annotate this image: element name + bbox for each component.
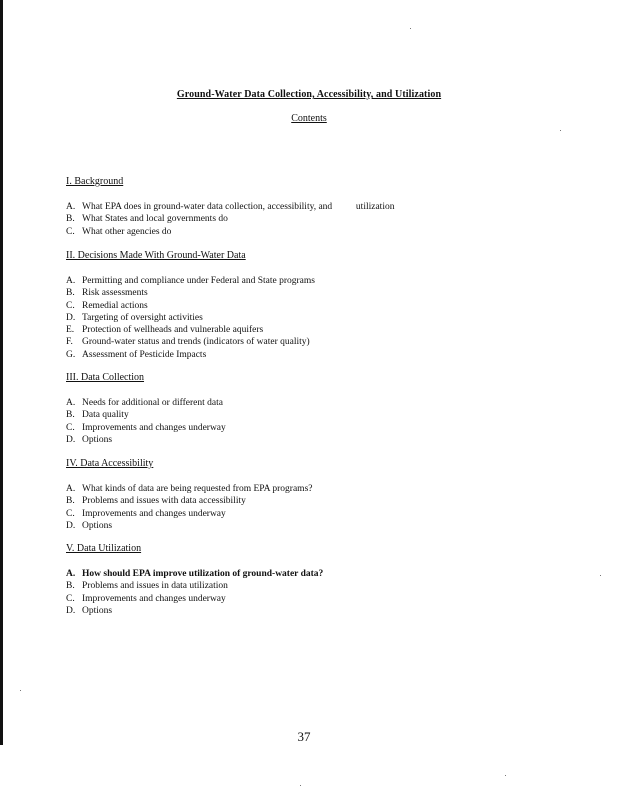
item-text: Data quality bbox=[82, 410, 129, 421]
list-item bbox=[66, 495, 486, 507]
scan-speck bbox=[20, 690, 21, 691]
section-heading: IV. Data Accessibility bbox=[66, 458, 154, 469]
scan-speck bbox=[560, 130, 561, 131]
item-text: Ground-water status and trends (indicators of water quality) bbox=[82, 337, 310, 348]
list-item bbox=[66, 593, 486, 605]
list-item bbox=[66, 226, 486, 238]
list-item bbox=[66, 434, 486, 446]
item-letter: A. bbox=[66, 276, 76, 286]
item-letter: B. bbox=[66, 496, 75, 507]
item-text: Risk assessments bbox=[82, 288, 148, 299]
item-text: Protection of wellheads and vulnerable aquifers bbox=[82, 325, 264, 336]
item-text: What kinds of data are being requested from EPA programs? bbox=[82, 484, 313, 494]
item-text: What other agencies do bbox=[82, 226, 172, 237]
item-letter: C. bbox=[66, 300, 75, 311]
item-letter: B. bbox=[66, 410, 75, 421]
item-text: What EPA does in ground-water data collection, accessibility, and utilization bbox=[82, 202, 395, 212]
item-letter: C. bbox=[66, 226, 75, 237]
item-letter: A. bbox=[66, 569, 76, 579]
scan-speck bbox=[600, 575, 601, 576]
list-item bbox=[66, 300, 486, 312]
item-text: What States and local governments do bbox=[82, 214, 228, 225]
section-heading: V. Data Utilization bbox=[66, 543, 142, 554]
section-data-collection bbox=[66, 372, 486, 446]
item-text: Remedial actions bbox=[82, 300, 148, 311]
item-letter: G. bbox=[66, 349, 76, 360]
section-heading: III. Data Collection bbox=[66, 372, 145, 383]
page-number: 37 bbox=[297, 729, 311, 744]
item-text: Assessment of Pesticide Impacts bbox=[82, 349, 207, 360]
section-data-accessibility bbox=[66, 458, 486, 532]
item-letter: D. bbox=[66, 605, 76, 616]
item-text: Improvements and changes underway bbox=[82, 593, 226, 604]
list-item bbox=[66, 349, 486, 361]
list-item bbox=[66, 483, 486, 495]
list-item bbox=[66, 605, 486, 617]
list-item bbox=[66, 324, 486, 336]
item-letter: F. bbox=[66, 337, 73, 348]
item-text: Needs for additional or different data bbox=[82, 398, 223, 408]
item-letter: D. bbox=[66, 520, 76, 531]
list-item bbox=[66, 580, 486, 592]
item-text: Targeting of oversight activities bbox=[82, 312, 203, 323]
item-letter: C. bbox=[66, 593, 75, 604]
scan-speck bbox=[410, 28, 411, 29]
list-item bbox=[66, 336, 486, 348]
item-letter: C. bbox=[66, 422, 75, 433]
section-decisions bbox=[66, 250, 486, 361]
item-letter: A. bbox=[66, 202, 76, 212]
item-letter: A. bbox=[66, 398, 76, 408]
item-letter: C. bbox=[66, 508, 75, 519]
section-heading: II. Decisions Made With Ground-Water Data bbox=[66, 250, 246, 261]
section-data-utilization bbox=[66, 543, 486, 617]
list-item bbox=[66, 397, 486, 409]
list-item bbox=[66, 287, 486, 299]
item-text: Improvements and changes underway bbox=[82, 422, 226, 433]
item-text: Options bbox=[82, 434, 113, 445]
scan-speck bbox=[505, 775, 506, 776]
item-letter: D. bbox=[66, 312, 76, 323]
page-edge-line bbox=[0, 0, 3, 745]
list-item bbox=[66, 409, 486, 421]
item-letter: B. bbox=[66, 581, 75, 592]
item-text: Improvements and changes underway bbox=[82, 508, 226, 519]
item-text: Options bbox=[82, 520, 113, 531]
list-item bbox=[66, 312, 486, 324]
scan-speck bbox=[300, 785, 301, 786]
item-text: Options bbox=[82, 605, 113, 616]
list-item bbox=[66, 508, 486, 520]
item-letter: B. bbox=[66, 214, 75, 225]
list-item bbox=[66, 213, 486, 225]
item-text: Permitting and compliance under Federal and State programs bbox=[82, 276, 315, 286]
item-text: Problems and issues in data utilization bbox=[82, 581, 228, 592]
contents-heading: Contents bbox=[291, 113, 327, 124]
list-item bbox=[66, 201, 486, 213]
list-item bbox=[66, 568, 486, 580]
list-item bbox=[66, 520, 486, 532]
document-title: Ground-Water Data Collection, Accessibility, and Utilization bbox=[176, 89, 442, 100]
item-letter: E. bbox=[66, 325, 75, 336]
section-background bbox=[66, 176, 486, 238]
item-letter: B. bbox=[66, 288, 75, 299]
item-letter: A. bbox=[66, 484, 76, 494]
item-letter: D. bbox=[66, 434, 76, 445]
list-item bbox=[66, 422, 486, 434]
item-text: Problems and issues with data accessibility bbox=[82, 496, 246, 507]
list-item bbox=[66, 275, 486, 287]
section-heading: I. Background bbox=[66, 176, 124, 187]
item-text: How should EPA improve utilization of ground-water data? bbox=[82, 569, 324, 579]
